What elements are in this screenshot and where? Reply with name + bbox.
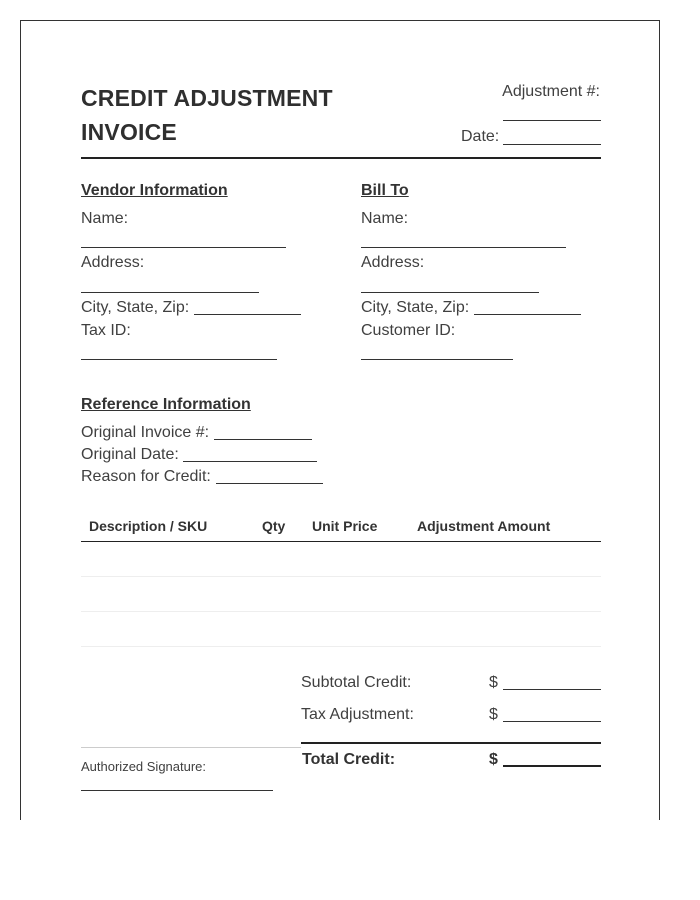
total-credit-field[interactable] — [503, 765, 601, 767]
table-row[interactable] — [81, 612, 601, 646]
bill-to-city-label: City, State, Zip: — [361, 299, 470, 316]
original-date-label: Original Date: — [81, 446, 179, 463]
vendor-tax-label: Tax ID: — [81, 322, 131, 339]
total-divider — [301, 742, 601, 744]
subtotal-currency: $ — [489, 674, 498, 691]
table-row[interactable] — [81, 542, 601, 576]
tax-currency: $ — [489, 706, 498, 723]
total-credit-label: Total Credit: — [302, 751, 396, 768]
original-invoice-field[interactable] — [214, 426, 312, 440]
reason-label: Reason for Credit: — [81, 468, 211, 485]
invoice-title-line2: INVOICE — [81, 119, 177, 145]
signature-area-divider — [81, 747, 301, 748]
vendor-tax-field[interactable] — [81, 346, 277, 360]
bill-to-name-field[interactable] — [361, 234, 566, 248]
vendor-city-label: City, State, Zip: — [81, 299, 190, 316]
vendor-name-field[interactable] — [81, 234, 286, 248]
date-field[interactable] — [503, 131, 601, 145]
tax-adjustment-label: Tax Adjustment: — [301, 706, 414, 723]
header-divider — [81, 157, 601, 159]
original-invoice-label: Original Invoice #: — [81, 424, 210, 441]
customer-id-label: Customer ID: — [361, 322, 456, 339]
adjustment-number-field[interactable] — [503, 107, 601, 121]
row-divider — [81, 646, 601, 647]
vendor-city-field[interactable] — [194, 301, 301, 315]
date-label: Date: — [461, 128, 500, 145]
reason-field[interactable] — [216, 470, 323, 484]
adjustment-number-label: Adjustment #: — [502, 83, 600, 100]
bill-to-address-field[interactable] — [361, 279, 539, 293]
vendor-address-label: Address: — [81, 254, 145, 271]
bill-to-address-label: Address: — [361, 254, 425, 271]
vendor-address-field[interactable] — [81, 279, 259, 293]
subtotal-credit-field[interactable] — [503, 676, 601, 690]
bill-to-heading: Bill To — [361, 182, 409, 199]
bill-to-city-field[interactable] — [474, 301, 581, 315]
column-header-description: Description / SKU — [89, 518, 208, 534]
customer-id-field[interactable] — [361, 346, 513, 360]
column-header-adjustment-amount: Adjustment Amount — [417, 518, 551, 534]
vendor-name-label: Name: — [81, 210, 129, 227]
authorized-signature-label: Authorized Signature: — [81, 759, 207, 774]
original-date-field[interactable] — [183, 448, 317, 462]
bill-to-name-label: Name: — [361, 210, 409, 227]
reference-heading: Reference Information — [81, 396, 251, 413]
tax-adjustment-field[interactable] — [503, 708, 601, 722]
table-row[interactable] — [81, 577, 601, 611]
authorized-signature-field[interactable] — [81, 777, 273, 791]
column-header-unit-price: Unit Price — [312, 518, 378, 534]
subtotal-credit-label: Subtotal Credit: — [301, 674, 412, 691]
total-currency: $ — [489, 751, 498, 768]
vendor-heading: Vendor Information — [81, 182, 228, 199]
column-header-qty: Qty — [262, 518, 286, 534]
invoice-title-line1: CREDIT ADJUSTMENT — [81, 85, 333, 111]
